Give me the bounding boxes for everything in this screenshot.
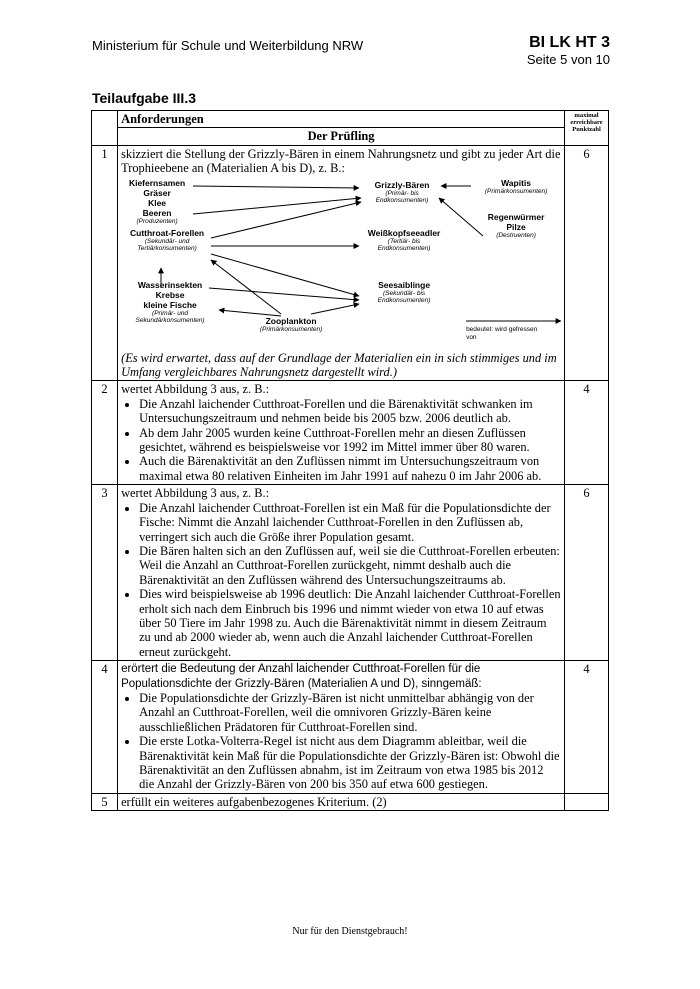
requirement-cell bbox=[118, 793, 565, 810]
requirement-intro: wertet Abbildung 3 aus, z. B.: bbox=[121, 382, 270, 397]
species-label: Grizzly-Bären bbox=[374, 179, 430, 190]
bullet-item: • Die Anzahl laichender Cutthroat-Forellen ist ein Maß für die Populationsdichte der Fische: Nimmt die Anzahl laichender Cutthroat-Forellen in den Zuflüssen ab, verringert sich auch die Größe ihrer Population gesamt. bbox=[139, 501, 561, 544]
trophic-level-label: Sekundärkonsumenten) bbox=[135, 317, 205, 325]
points-value: 6 bbox=[565, 485, 609, 661]
arrow-zooplankton-cutthroat bbox=[211, 260, 281, 314]
trophic-level-label: Tertiärkonsumenten) bbox=[137, 245, 197, 253]
species-label: Regenwürmer bbox=[487, 211, 545, 222]
trophic-level-label: (Primär- und bbox=[152, 309, 189, 317]
requirement-cell bbox=[118, 381, 565, 485]
table-row bbox=[92, 381, 609, 485]
requirement-note: (Es wird erwartet, dass auf der Grundlage der Materialien ein in sich stimmiges und im Umfang vergleichbares Nahrungsnetz dargestellt wird.) bbox=[121, 350, 557, 380]
species-label: Weißkopfseeadler bbox=[367, 227, 441, 238]
laketrout-node bbox=[359, 280, 449, 305]
requirement-bullets bbox=[121, 397, 561, 483]
species-label: Wapitis bbox=[501, 177, 532, 188]
requirement-bullets bbox=[121, 691, 561, 792]
requirement-cell bbox=[118, 661, 565, 794]
bullet-item: • Auch die Bärenaktivität an den Zuflüssen nimmt im Untersuchungszeitraum von maximal etwa 80 relativen Einheiten im Jahr 1991 auf nahezu 0 im Jahr 2006 ab. bbox=[139, 454, 561, 483]
trophic-level-label: Endkonsumenten) bbox=[377, 245, 431, 253]
requirement-intro: erörtert die Bedeutung der Anzahl laichender Cutthroat-Forellen für die Populationsdichte der Grizzly-Bären (Materialien A und D), sinngemäß: bbox=[121, 663, 482, 690]
trophic-level-label: (Produzenten) bbox=[136, 217, 178, 225]
trophic-level-label: (Primärkonsumenten) bbox=[259, 325, 323, 333]
trophic-level-label: Endkonsumenten) bbox=[375, 197, 429, 205]
producers-node bbox=[121, 178, 193, 226]
arrow-producers-grizzly bbox=[193, 186, 359, 188]
trophic-level-label: (Sekundär- bis bbox=[382, 289, 426, 297]
species-label: Cutthroat-Forellen bbox=[129, 227, 205, 238]
requirements-header: Anforderungen bbox=[118, 111, 565, 128]
section-title: Teilaufgabe III.3 bbox=[92, 90, 196, 106]
bullet-item: • Dies wird beispielsweise ab 1996 deutlich: Die Anzahl laichender Cutthroat-Forellen erholt sich nach dem Einbruch bis 1996 und nimmt wieder von etwa 10 auf etwas über 50 Tiere im Jahr 1998 zu. Auch die Bärenaktivität nimmt in diesem Zeitraum zu und ab 2000 wieder ab, wenn auch die Anzahl laichender Cutthroat-Forellen erneut zurückgeht. bbox=[139, 587, 561, 659]
arrow-zooplankton-laketrout bbox=[311, 304, 359, 314]
trophic-level-label: (Sekundär- und bbox=[144, 237, 190, 245]
points-value: 6 bbox=[565, 145, 609, 381]
grizzly-node bbox=[363, 180, 441, 205]
legend-text: von bbox=[466, 333, 477, 341]
examinee-header: Der Prüfling bbox=[118, 128, 565, 145]
food-web-diagram bbox=[121, 176, 561, 351]
cutthroat-node bbox=[121, 228, 213, 253]
producer-label: Klee bbox=[148, 197, 167, 208]
points-value: 4 bbox=[565, 381, 609, 485]
decomposers-node bbox=[471, 212, 561, 240]
table-row bbox=[92, 661, 609, 794]
producer-label: Beeren bbox=[142, 207, 172, 218]
arrow-producers-wapitis bbox=[193, 198, 361, 214]
requirement-intro: erfüllt ein weiteres aufgabenbezogenes Kriterium. (2) bbox=[121, 794, 387, 809]
zooplankton-node bbox=[247, 316, 335, 334]
row-number: 4 bbox=[92, 661, 118, 794]
requirement-cell bbox=[118, 485, 565, 661]
requirement-bullets bbox=[121, 501, 561, 659]
max-points-header: maximal erreichbare Punktzahl bbox=[565, 111, 609, 146]
trophic-level-label: Endkonsumenten) bbox=[377, 297, 431, 305]
wapitis-node bbox=[471, 178, 561, 196]
trophic-level-label: (Destruenten) bbox=[496, 231, 536, 239]
table-row bbox=[92, 485, 609, 661]
producer-label: Kiefernsamen bbox=[128, 177, 186, 188]
row-number: 2 bbox=[92, 381, 118, 485]
trophic-level-label: (Primärkonsumenten) bbox=[484, 187, 548, 195]
row-number: 5 bbox=[92, 793, 118, 810]
bullet-item: • Ab dem Jahr 2005 wurden keine Cutthroat-Forellen mehr an diesen Zuflüssen gesichtet, während es beispielsweise vor 1992 im Mittel immer über 80 waren. bbox=[139, 426, 561, 455]
legend-text: bedeutet: wird gefressen bbox=[466, 325, 538, 333]
page-number: Seite 5 von 10 bbox=[526, 52, 610, 67]
requirement-intro: wertet Abbildung 3 aus, z. B.: bbox=[121, 486, 270, 501]
species-label: kleine Fische bbox=[143, 299, 197, 310]
requirement-intro: skizziert die Stellung der Grizzly-Bären in einem Nahrungsnetz und gibt zu jeder Art die Trophieebene an (Materialien A bis D), z. B.: bbox=[121, 146, 561, 176]
row-number: 1 bbox=[92, 145, 118, 381]
points-value: 4 bbox=[565, 661, 609, 794]
producer-label: Gräser bbox=[143, 187, 171, 198]
table-row bbox=[92, 145, 609, 381]
bullet-item: • Die Populationsdichte der Grizzly-Bären ist nicht unmittelbar abhängig von der Anzahl an Cutthroat-Forellen, weil die omnivoren Grizzly-Bären keine ausschließlichen Prädatoren für Cutthroat-Forellen sind. bbox=[139, 691, 561, 734]
eagle-node bbox=[359, 228, 449, 253]
species-label: Krebse bbox=[155, 289, 185, 300]
bullet-item: • Die Anzahl laichender Cutthroat-Forellen und die Bärenaktivität schwanken im Untersuchungszeitraum und nehmen beide bis 2005 bzw. 2006 deutlich ab. bbox=[139, 397, 561, 426]
diagram-legend bbox=[466, 326, 561, 342]
table-header-row bbox=[92, 111, 609, 128]
trophic-level-label: (Primär- bis bbox=[385, 189, 419, 197]
ministry-name: Ministerium für Schule und Weiterbildung NRW bbox=[92, 38, 364, 53]
arrow-cutthroat-grizzly bbox=[211, 202, 361, 238]
grading-table bbox=[91, 110, 609, 811]
bullet-item: • Die Bären halten sich an den Zuflüssen auf, weil sie die Cutthroat-Forellen erbeuten: Weil die Anzahl an Cutthroat-Forellen zurückgeht, nimmt deshalb auch die Bärenaktivität an den Zuflüssen während des Untersuchungszeitraums ab. bbox=[139, 544, 561, 587]
requirement-cell bbox=[118, 145, 565, 381]
footer-note: Nur für den Dienstgebrauch! bbox=[292, 926, 408, 937]
species-label: Wasserinsekten bbox=[137, 279, 203, 290]
exam-code: BI LK HT 3 bbox=[529, 34, 610, 51]
species-label: Zooplankton bbox=[265, 315, 317, 326]
insects-node bbox=[121, 280, 219, 325]
bullet-item: • Die erste Lotka-Volterra-Regel ist nicht aus dem Diagramm ableitbar, weil die Bärenaktivität kein Maß für die Populationsdichte der Grizzly-Bären ist: Obwohl die Bärenaktivität an den Zuflüssen abnahm, ist im Zeitraum von etwa 1985 bis 2012 die Anzahl der Grizzly-Bären von 200 bis 350 auf etwa 600 gestiegen. bbox=[139, 734, 561, 792]
species-label: Pilze bbox=[506, 221, 526, 232]
points-value bbox=[565, 793, 609, 810]
page-header bbox=[527, 34, 610, 67]
row-number: 3 bbox=[92, 485, 118, 661]
table-row bbox=[92, 793, 609, 810]
trophic-level-label: (Tertiär- bis bbox=[387, 237, 421, 245]
species-label: Seesaiblinge bbox=[378, 279, 431, 290]
